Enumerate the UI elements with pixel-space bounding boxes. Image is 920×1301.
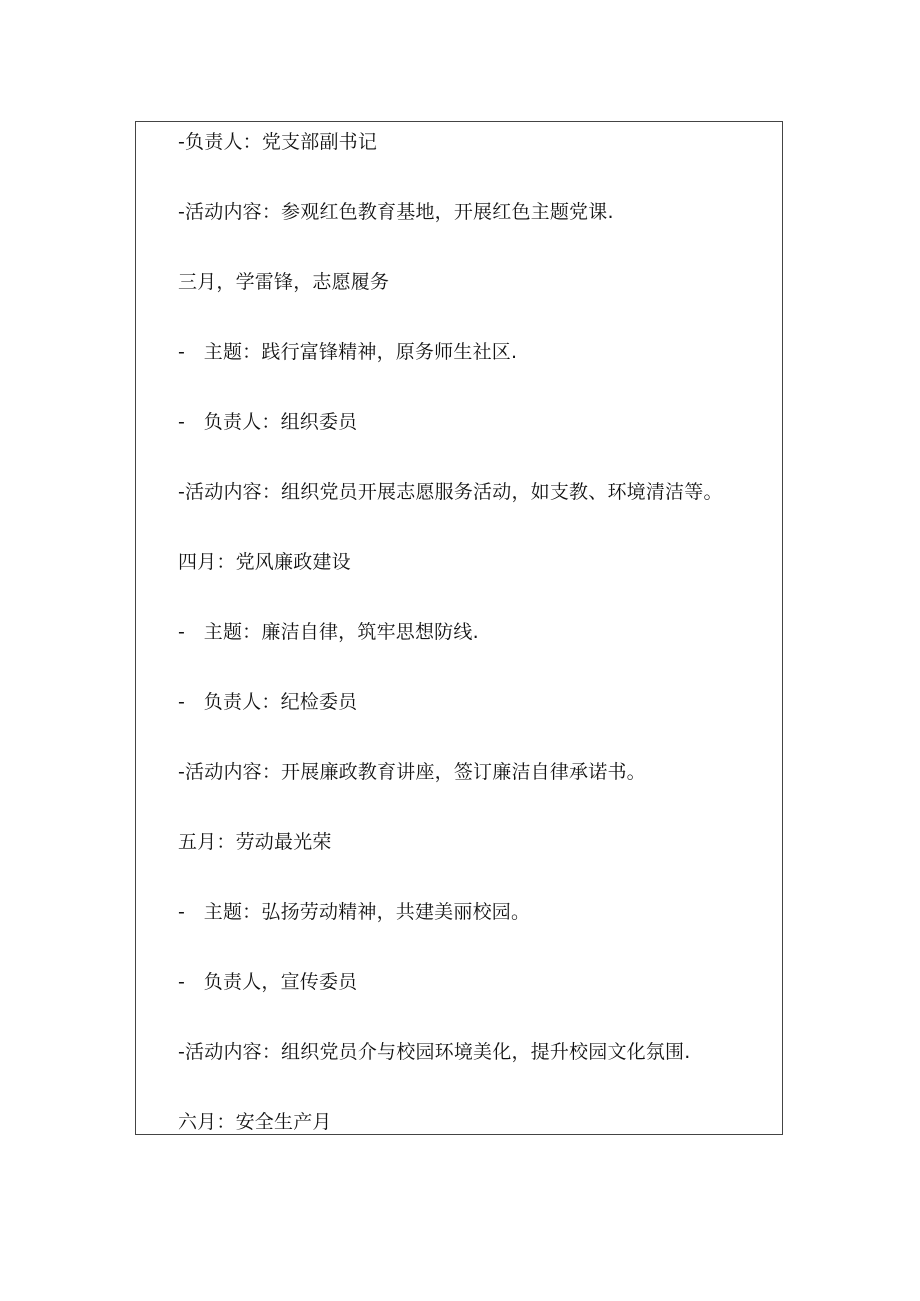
heading-april: 四月：党风廉政建设 bbox=[178, 551, 351, 573]
line-march-activity: -活动内容：组织党员开展志愿服务活动，如支教、环境清洁等。 bbox=[178, 481, 723, 503]
line-march-responsible: - 负责人：组织委员 bbox=[178, 411, 358, 433]
line-may-theme: - 主题：弘扬劳动精神，共建美丽校园。 bbox=[178, 901, 531, 923]
line-may-activity: -活动内容：组织党员介与校园环境美化，提升校园文化氛围. bbox=[178, 1041, 691, 1063]
line-march-theme: - 主题：践行富锋精神，原务师生社区. bbox=[178, 341, 518, 363]
line-responsible-deputy-secretary: -负责人：党支部副书记 bbox=[178, 131, 378, 153]
line-april-responsible: - 负责人：纪检委员 bbox=[178, 691, 358, 713]
line-may-responsible: - 负责人，宣传委员 bbox=[178, 971, 358, 993]
heading-june: 六月：安全生产月 bbox=[178, 1111, 332, 1133]
heading-may: 五月：劳动最光荣 bbox=[178, 831, 332, 853]
line-april-theme: - 主题：廉洁自律，筑牢思想防线. bbox=[178, 621, 479, 643]
line-activity-red-education: -活动内容：参观红色教育基地，开展红色主题党课. bbox=[178, 201, 614, 223]
document-frame bbox=[135, 121, 783, 1135]
line-april-activity: -活动内容：开展廉政教育讲座，签订廉洁自律承诺书。 bbox=[178, 761, 646, 783]
heading-march: 三月，学雷锋，志愿履务 bbox=[178, 271, 390, 293]
